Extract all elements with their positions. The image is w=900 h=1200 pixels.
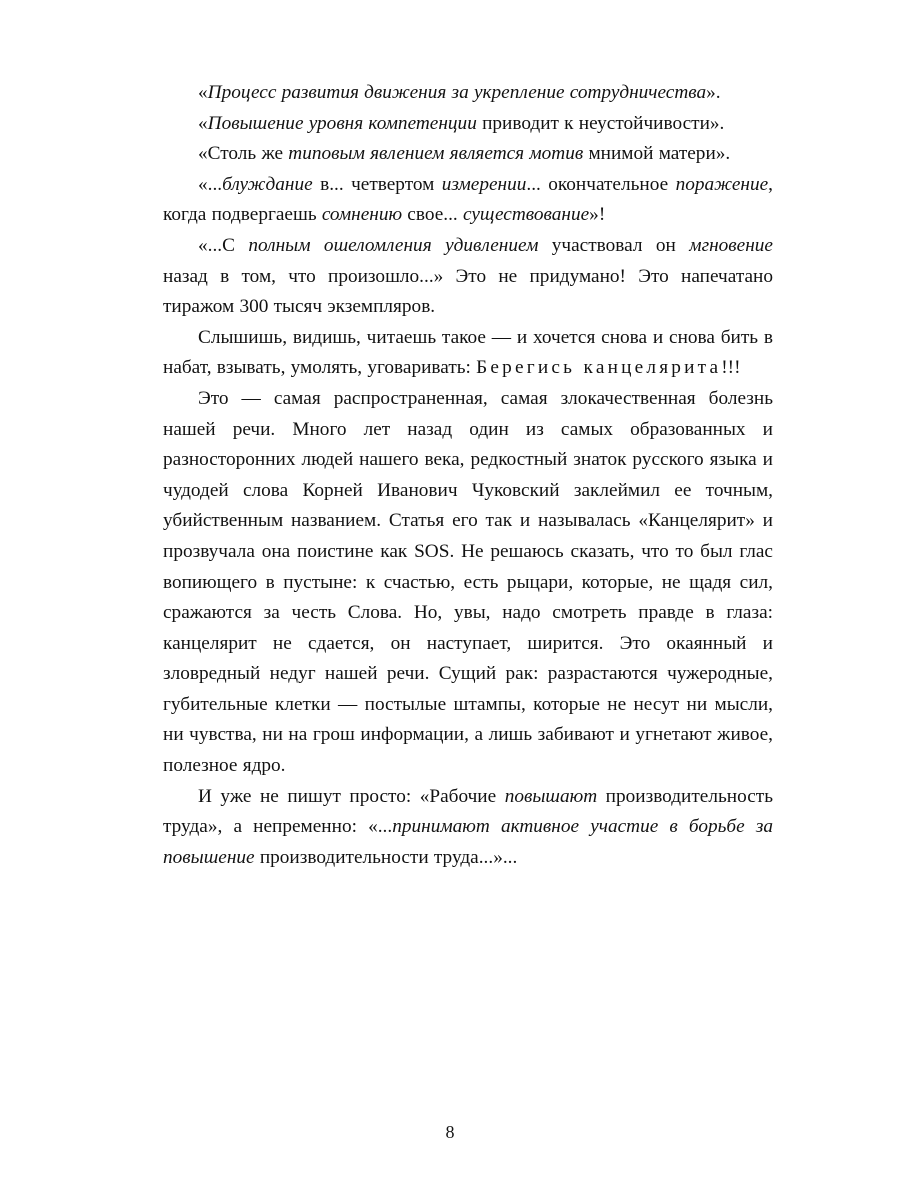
- text-run: назад в том, что произошло...» Это не придумано! Это напечатано тиражом 300 тысяч экземпляров.: [163, 265, 773, 318]
- body-text-column: [163, 78, 773, 873]
- text-run: производительность труда», а непременно: «...: [163, 785, 773, 838]
- text-run: ... окончательное: [526, 173, 676, 195]
- text-run: свое...: [402, 204, 463, 226]
- italic-run: принимают активное участие в борьбе за повышение: [163, 816, 773, 868]
- text-run: »!: [589, 204, 606, 226]
- italic-run: мгновение: [689, 234, 773, 256]
- text-run: приводит к неустойчивости».: [476, 112, 725, 134]
- italic-run: повышают: [504, 785, 598, 807]
- paragraph: [163, 323, 773, 384]
- paragraph: [163, 231, 773, 323]
- text-run: «...: [198, 173, 223, 195]
- text-run: мнимой матери».: [583, 143, 731, 165]
- text-run: «Столь же: [198, 143, 289, 165]
- italic-run: существование: [462, 204, 590, 226]
- text-run: , когда подвергаешь: [163, 173, 773, 226]
- paragraph: [163, 384, 773, 782]
- italic-run: Процесс развития движения за укрепление сотрудничества: [207, 82, 707, 103]
- italic-run: поражение: [675, 173, 769, 195]
- italic-run: блуждание: [222, 173, 313, 195]
- text-run: Слышишь, видишь, читаешь такое — и хочется снова и снова бить в набат, взывать, умолять, уговаривать:: [163, 326, 773, 379]
- italic-run: Повышение уровня компетенции: [207, 112, 477, 134]
- page-number: 8: [445, 1122, 455, 1142]
- text-run: И уже не пишут просто: «Рабочие: [198, 785, 505, 807]
- paragraph: [163, 109, 773, 140]
- text-run: ».: [706, 82, 721, 103]
- paragraph: [163, 78, 773, 109]
- italic-run: полным ошеломления удивлением: [248, 234, 539, 256]
- text-run: производительности труда...»...: [254, 846, 518, 868]
- paragraph: [163, 139, 773, 170]
- text-run: «: [198, 112, 208, 134]
- text-run: «: [198, 82, 208, 103]
- italic-run: измерении: [441, 173, 527, 195]
- text-run: Это — самая распространенная, самая злокачественная болезнь нашей речи. Много лет назад один из самых образованных и разносторонних людей нашего века, редкостный знаток русского языка и чудодей слова Корней Иванович Чуковский заклеймил ее точным, убийственным названием. Статья его так и называлась «Канцелярит» и прозвучала она поистине как SOS. Не решаюсь сказать, что то был глас вопиющего в пустыне: к счастью, есть рыцари, которые, не щадя сил, сражаются за честь Слова. Но, увы, надо смотреть правде в глаза: канцелярит не сдается, он наступает, ширится. Это окаянный и зловредный недуг нашей речи. Сущий рак: разрастаются чужеродные, губительные клетки — постылые штампы, которые не несут ни мысли, ни чувства, ни на грош информации, а лишь забивают и угнетают живое, полезное ядро.: [163, 387, 773, 777]
- text-run: «...С: [198, 234, 249, 256]
- italic-run: сомнению: [321, 204, 403, 226]
- text-run: участвовал он: [538, 234, 690, 256]
- letterspaced-emphasis-run: Берегись канцелярита: [476, 357, 722, 379]
- text-run: !!!: [721, 357, 741, 379]
- text-run: в... четвертом: [312, 173, 442, 195]
- paragraph: [163, 782, 773, 874]
- paragraph: [163, 170, 773, 231]
- italic-run: типовым явлением является мотив: [288, 143, 584, 165]
